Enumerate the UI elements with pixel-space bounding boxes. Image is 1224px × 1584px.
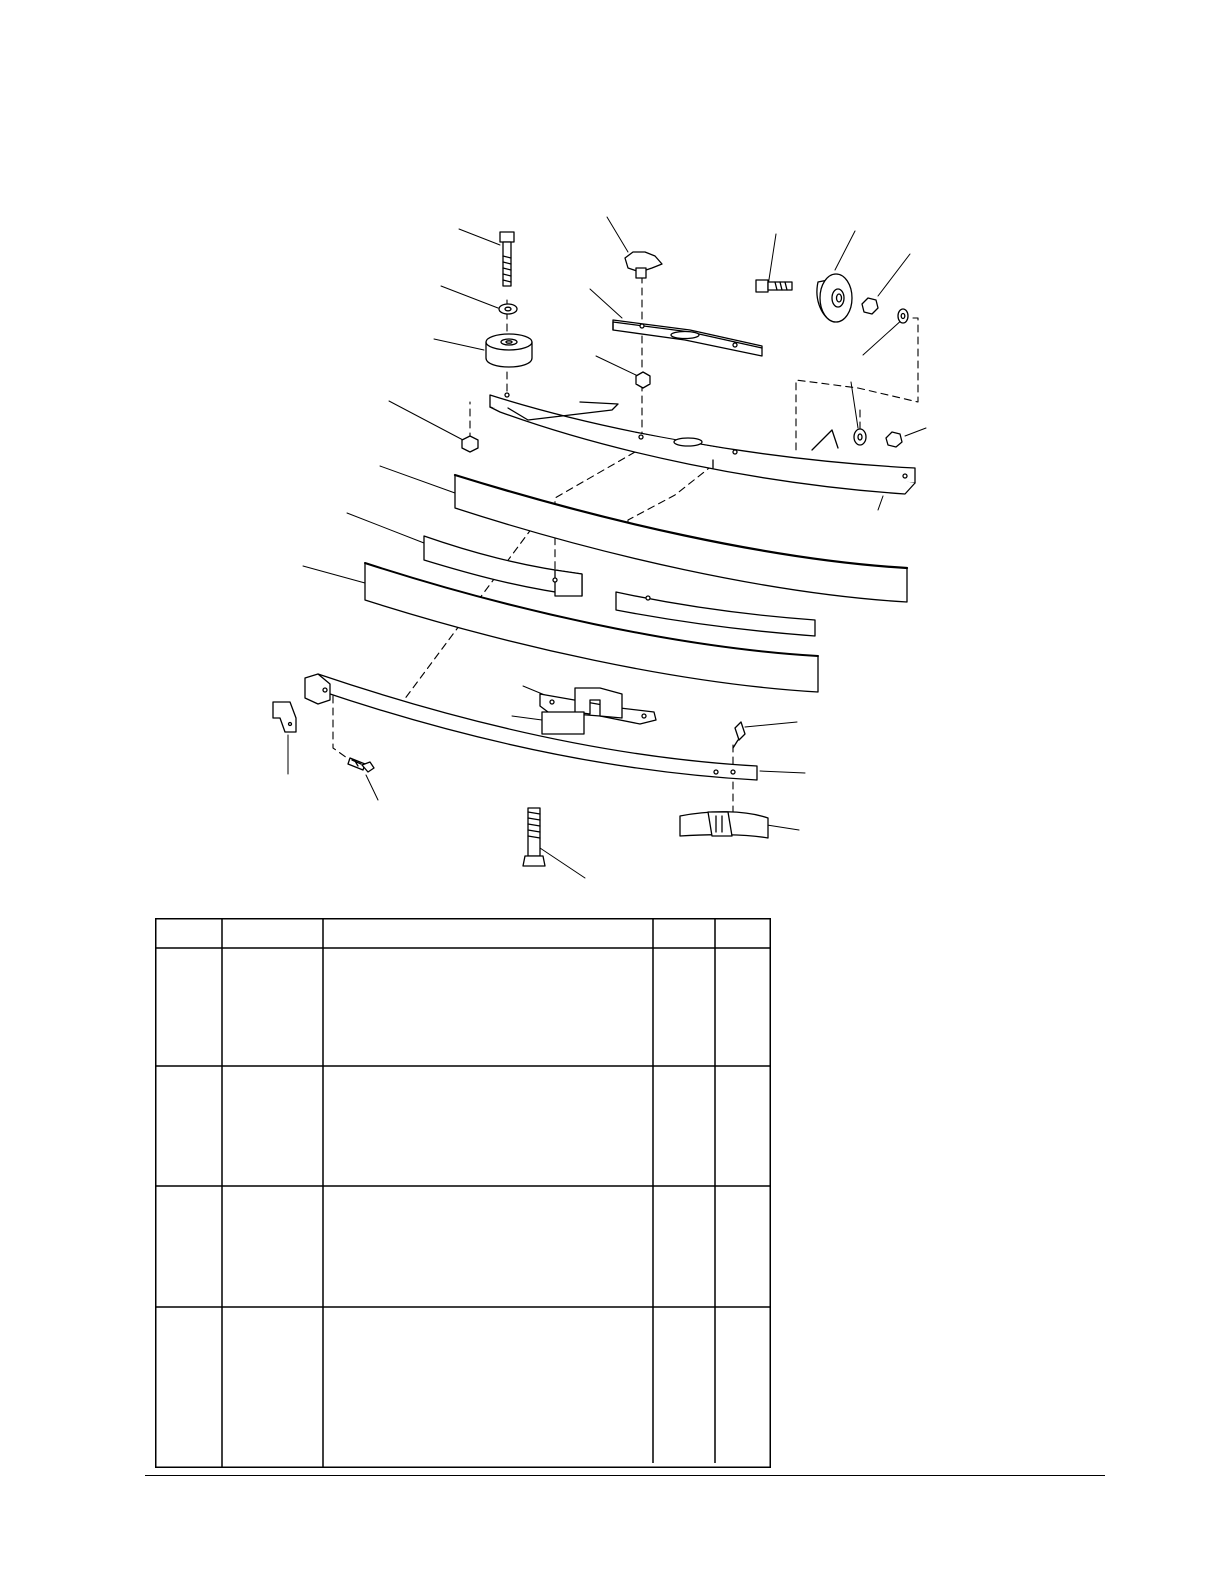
wheel [817, 274, 852, 322]
table-border [156, 919, 771, 1468]
flat-washer-right [898, 309, 908, 323]
top-carrier-rail [490, 393, 915, 494]
clamp-plate [613, 320, 762, 356]
wire-clip [733, 722, 745, 748]
spacer-pad [542, 712, 584, 734]
star-knob [625, 252, 662, 278]
hex-bolt-small [348, 758, 374, 772]
hex-nut-left [462, 436, 478, 452]
slide-block-left [424, 536, 582, 596]
hex-nut-center [636, 372, 650, 388]
end-clip [273, 702, 296, 732]
lock-nut-right [862, 298, 878, 314]
shoulder-bolt [756, 280, 792, 292]
flat-washer [499, 304, 517, 314]
hex-bolt-long [523, 808, 545, 866]
roller [486, 334, 532, 367]
mount-washer-nut [854, 429, 902, 447]
parts-list-table [155, 918, 771, 1468]
latch [680, 812, 768, 838]
footer-rule [145, 1475, 1105, 1476]
carriage-bolt [500, 232, 514, 286]
slide-block-right [616, 592, 815, 636]
bottom-carrier-rail [305, 674, 757, 780]
